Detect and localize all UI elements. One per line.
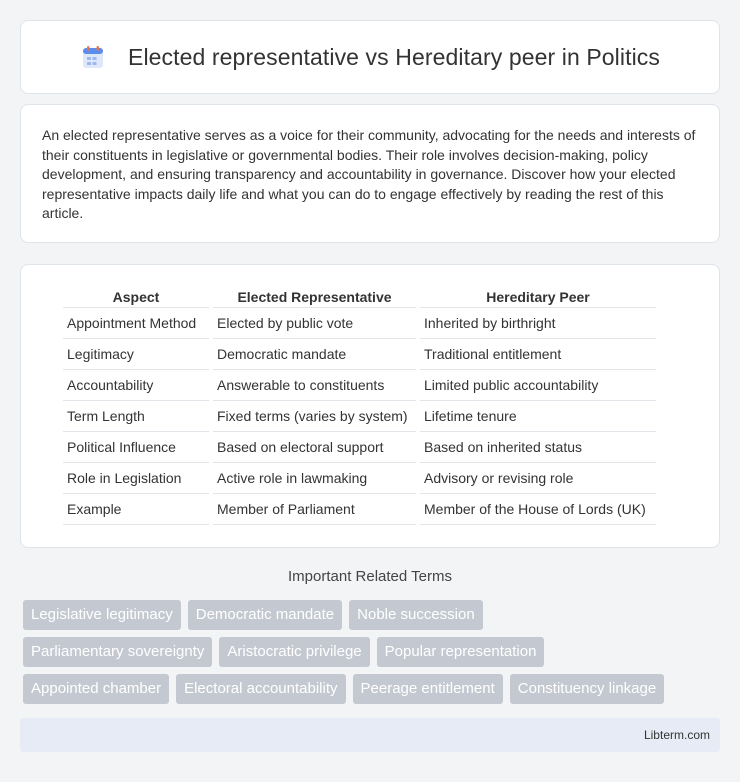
table-cell: Advisory or revising role <box>420 463 656 494</box>
header-aspect: Aspect <box>63 287 209 308</box>
header-hereditary: Hereditary Peer <box>420 287 656 308</box>
table-row <box>63 308 656 339</box>
table-row <box>63 370 656 401</box>
comparison-table <box>59 287 660 525</box>
table-cell: Based on inherited status <box>420 432 656 463</box>
table-cell: Role in Legislation <box>63 463 209 494</box>
table-row <box>63 494 656 525</box>
footer-brand-link[interactable]: Libterm.com <box>643 728 710 742</box>
table-cell: Limited public accountability <box>420 370 656 401</box>
table-row <box>63 401 656 432</box>
table-cell: Member of the House of Lords (UK) <box>420 494 656 525</box>
table-cell: Appointment Method <box>63 308 209 339</box>
table-cell: Active role in lawmaking <box>213 463 416 494</box>
intro-text: An elected representative serves as a voice for their community, advocating for the needs and interests of their constituents in legislative or governmental bodies. Their role involves decision-making, policy development, and ensuring transparency and accountability in governance. Discover how your elected representative impacts daily life and what you can do to engage effectively by reading the rest of this article. <box>42 127 696 222</box>
table-cell: Accountability <box>63 370 209 401</box>
tag-constituency-linkage[interactable]: Constituency linkage <box>510 674 664 704</box>
table-cell: Lifetime tenure <box>420 401 656 432</box>
tag-democratic-mandate[interactable]: Democratic mandate <box>188 600 342 630</box>
footer <box>20 718 720 752</box>
table-cell: Elected by public vote <box>213 308 416 339</box>
document-icon <box>80 44 106 70</box>
tag-aristocratic-privilege[interactable]: Aristocratic privilege <box>219 637 369 667</box>
tag-row <box>23 637 723 667</box>
header-card <box>20 20 720 94</box>
table-cell: Example <box>63 494 209 525</box>
tag-parliamentary-sovereignty[interactable]: Parliamentary sovereignty <box>23 637 212 667</box>
table-row <box>63 463 656 494</box>
table-cell: Answerable to constituents <box>213 370 416 401</box>
intro-card <box>20 104 720 243</box>
tag-electoral-accountability[interactable]: Electoral accountability <box>176 674 345 704</box>
table-header-row <box>63 287 656 308</box>
table-cell: Fixed terms (varies by system) <box>213 401 416 432</box>
tag-appointed-chamber[interactable]: Appointed chamber <box>23 674 169 704</box>
table-cell: Member of Parliament <box>213 494 416 525</box>
related-terms-title: Important Related Terms <box>288 568 452 585</box>
table-cell: Inherited by birthright <box>420 308 656 339</box>
table-cell: Term Length <box>63 401 209 432</box>
tag-row <box>23 600 723 630</box>
tag-peerage-entitlement[interactable]: Peerage entitlement <box>353 674 503 704</box>
table-cell: Traditional entitlement <box>420 339 656 370</box>
tag-noble-succession[interactable]: Noble succession <box>349 600 483 630</box>
page-title: Elected representative vs Hereditary peer in Politics <box>128 43 660 70</box>
tag-popular-representation[interactable]: Popular representation <box>377 637 545 667</box>
tag-row <box>23 674 723 704</box>
table-cell: Based on electoral support <box>213 432 416 463</box>
table-row <box>63 432 656 463</box>
related-terms <box>23 600 723 711</box>
header-elected: Elected Representative <box>213 287 416 308</box>
table-cell: Political Influence <box>63 432 209 463</box>
table-cell: Democratic mandate <box>213 339 416 370</box>
table-cell: Legitimacy <box>63 339 209 370</box>
tag-legislative-legitimacy[interactable]: Legislative legitimacy <box>23 600 181 630</box>
table-row <box>63 339 656 370</box>
comparison-card <box>20 264 720 548</box>
